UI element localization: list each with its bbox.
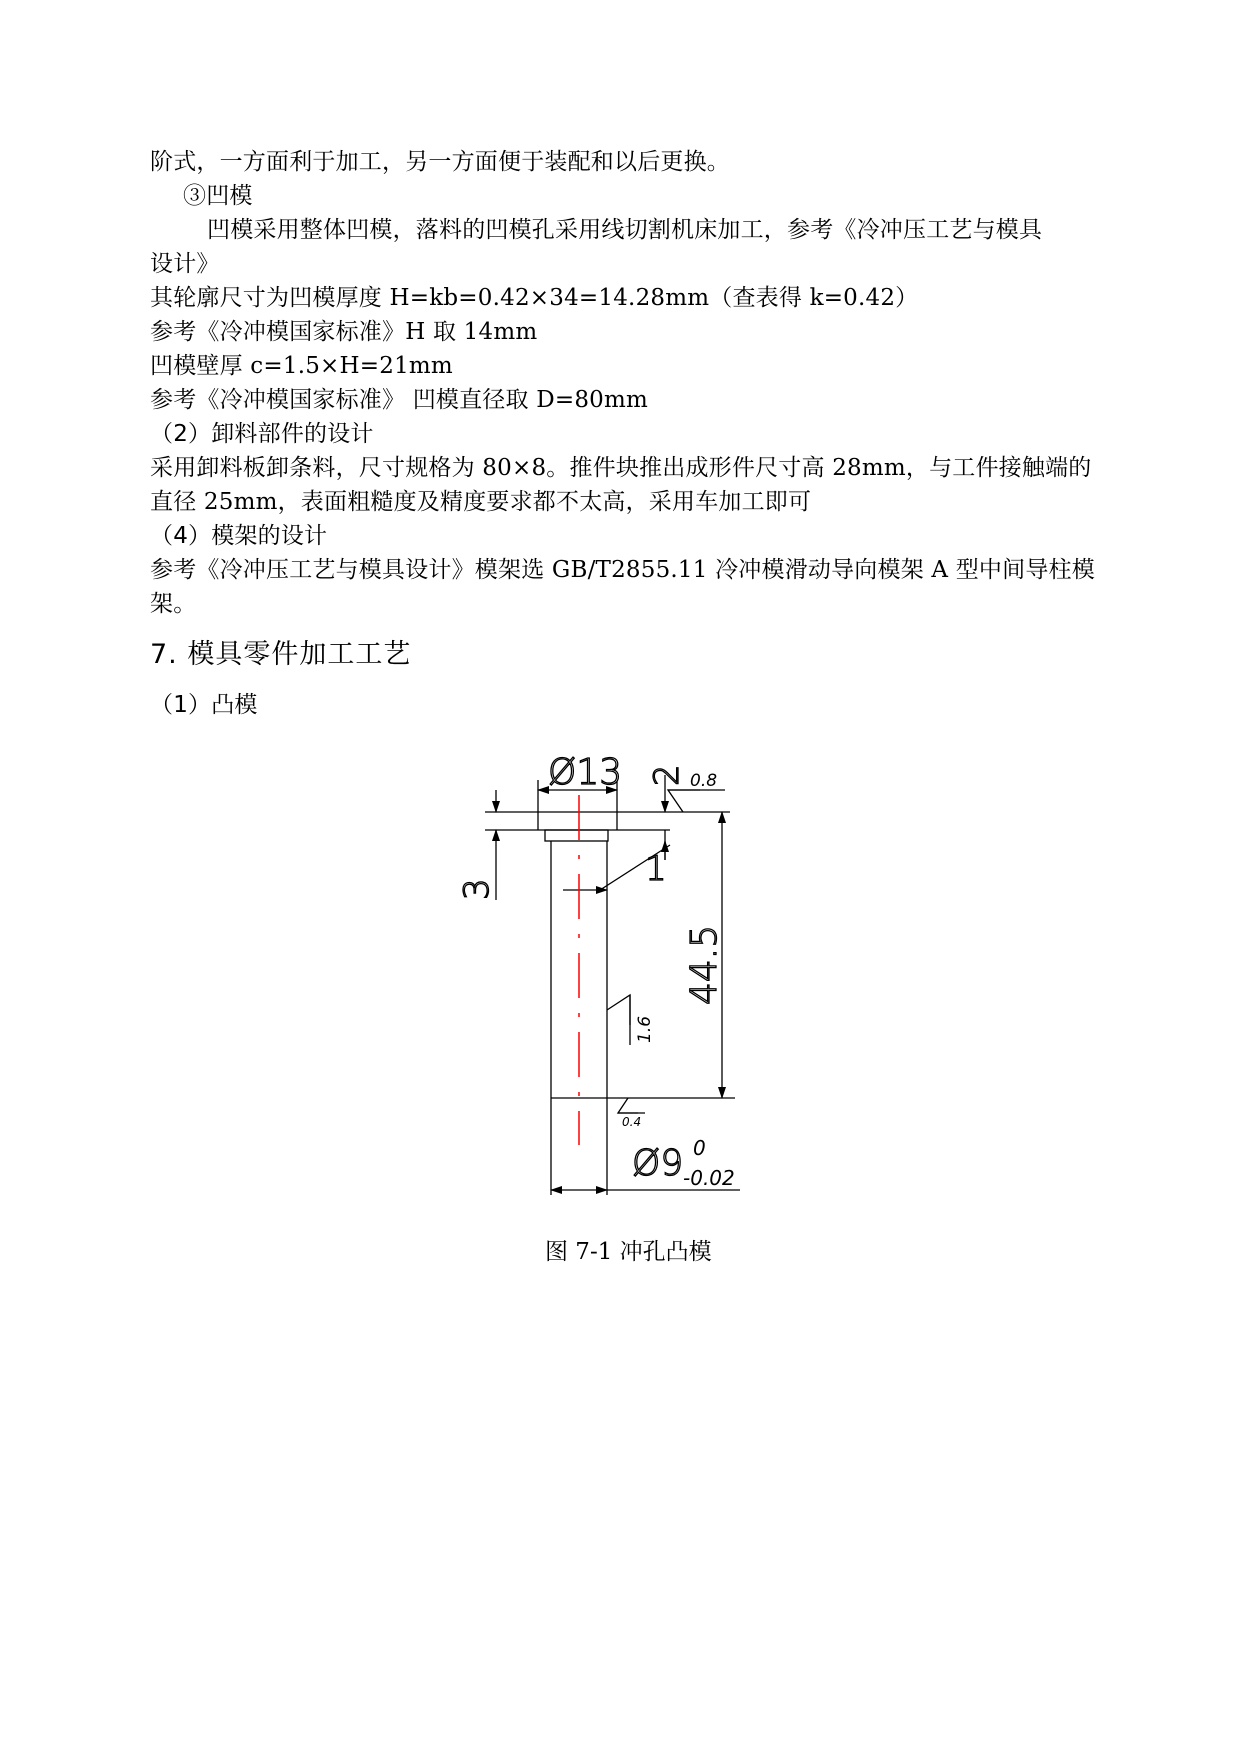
paragraph-line-5: 其轮廓尺寸为凹模厚度 H=kb=0.42×34=14.28mm（查表得 k=0.42） bbox=[150, 285, 919, 311]
paragraph-line-14: 架。 bbox=[150, 591, 197, 617]
subsection-label-die: ③凹模 bbox=[183, 183, 253, 209]
roughness-top-value: 0.8 bbox=[690, 771, 718, 791]
paragraph-line-4: 设计》 bbox=[150, 251, 220, 277]
tolerance-upper: 0 bbox=[693, 1136, 706, 1160]
paragraph-line-1: 阶式，一方面利于加工，另一方面便于装配和以后更换。 bbox=[150, 149, 730, 175]
paragraph-line-3: 凹模采用整体凹模，落料的凹模孔采用线切割机床加工，参考《冷冲压工艺与模具 bbox=[207, 217, 1043, 243]
figure-caption: 图 7-1 冲孔凸模 bbox=[545, 1239, 712, 1265]
subheading-mold-frame-design: （4）模架的设计 bbox=[150, 523, 328, 549]
dim-total-length: 44.5 bbox=[684, 924, 725, 1005]
dim-step-width: 1 bbox=[645, 849, 667, 889]
dim-shank-diameter: Ø9 bbox=[632, 1143, 684, 1184]
roughness-top-symbol bbox=[668, 790, 700, 812]
dim-head-thickness: 2 bbox=[647, 764, 687, 786]
paragraph-line-11: 直径 25mm，表面粗糙度及精度要求都不太高，采用车加工即可 bbox=[150, 489, 812, 515]
paragraph-line-13: 参考《冷冲压工艺与模具设计》模架选 GB/T2855.11 冷冲模滑动导向模架 A 型中间导柱模 bbox=[150, 557, 1095, 583]
dim-head-diameter: Ø13 bbox=[548, 752, 623, 793]
roughness-bottom-symbol bbox=[618, 1098, 638, 1113]
paragraph-line-7: 凹模壁厚 c=1.5×H=21mm bbox=[150, 353, 453, 379]
dim-step-height: 3 bbox=[457, 878, 497, 900]
subheading-unloading-design: （2）卸料部件的设计 bbox=[150, 421, 374, 447]
punch-step bbox=[545, 830, 608, 841]
tolerance-lower: -0.02 bbox=[683, 1166, 735, 1190]
paragraph-line-8: 参考《冷冲模国家标准》 凹模直径取 D=80mm bbox=[150, 387, 649, 413]
paragraph-line-10: 采用卸料板卸条料，尺寸规格为 80×8。推件块推出成形件尺寸高 28mm，与工件接触端的 bbox=[150, 455, 1092, 481]
section-heading: 7. 模具零件加工工艺 bbox=[150, 639, 412, 670]
roughness-side-value: 1.6 bbox=[635, 1015, 655, 1043]
paragraph-line-6: 参考《冷冲模国家标准》H 取 14mm bbox=[150, 319, 538, 345]
roughness-bottom-value: 0.4 bbox=[622, 1115, 642, 1129]
roughness-side-symbol bbox=[607, 995, 630, 1025]
section-subheading: （1）凸模 bbox=[150, 692, 258, 718]
